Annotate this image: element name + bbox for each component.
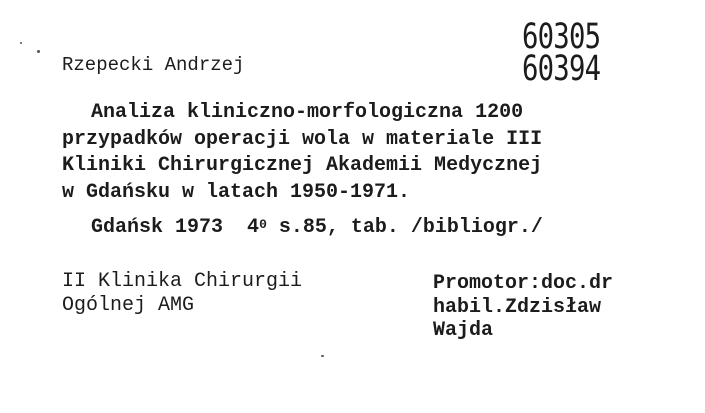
format: $4^0$	[247, 216, 267, 239]
title-line: przypadków operacji wola w materiale III	[62, 127, 543, 151]
promotor	[433, 272, 613, 343]
title-line: Analiza kliniczno-morfologiczna 1200	[91, 101, 524, 124]
catalog-number-2: 60394	[522, 49, 601, 89]
institution	[62, 270, 302, 317]
title-line: Kliniki Chirurgicznej Akademii Medycznej	[62, 154, 543, 178]
promotor-line: Promotor:doc.dr	[433, 272, 614, 295]
speck	[321, 355, 324, 357]
thesis-title	[62, 100, 542, 206]
catalog-number-1: 60305	[522, 17, 601, 57]
promotor-line: Wajda	[433, 319, 494, 342]
promotor-line: habil.Zdzisław	[433, 295, 602, 319]
institution-line: II Klinika Chirurgii	[62, 270, 303, 293]
author-name: Rzepecki Andrzej	[62, 54, 245, 76]
speck	[20, 42, 22, 44]
title-line: w Gdańsku w latach 1950-1971.	[62, 180, 411, 204]
place-year: Gdańsk 1973	[91, 216, 224, 239]
publication-info	[91, 218, 543, 238]
page-details: s.85, tab. /bibliogr./	[278, 216, 543, 239]
institution-line: Ogólnej AMG	[62, 293, 195, 317]
speck	[37, 50, 40, 53]
